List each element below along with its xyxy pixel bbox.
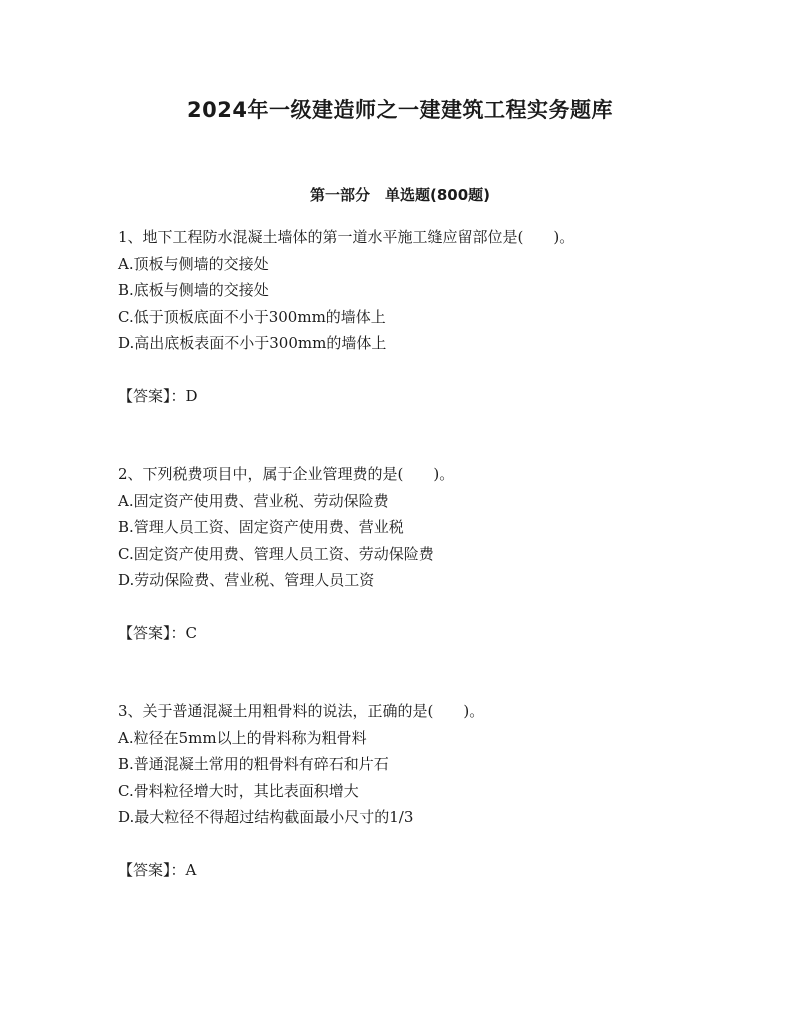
option-c: C.固定资产使用费、管理人员工资、劳动保险费 <box>118 544 434 563</box>
question-1 <box>118 224 698 409</box>
answer-label: 【答案】： <box>118 386 186 405</box>
answer-label: 【答案】： <box>118 623 186 642</box>
option-d: D.劳动保险费、营业税、管理人员工资 <box>118 571 375 589</box>
answer-value: C <box>185 623 197 642</box>
option-c: C.低于顶板底面不小于300mm的墙体上 <box>118 307 386 326</box>
answer-line <box>118 383 698 410</box>
option-b: B.底板与侧墙的交接处 <box>118 281 269 299</box>
question-2 <box>118 461 698 646</box>
answer-value: A <box>185 860 197 879</box>
option-a: A.固定资产使用费、营业税、劳动保险费 <box>118 491 389 510</box>
document-title: 2024年一级建造师之一建建筑工程实务题库 <box>187 98 613 122</box>
answer-value: D <box>185 386 198 405</box>
option-c: C.骨料粒径增大时，其比表面积增大 <box>118 781 359 800</box>
question-stem: 1、地下工程防水混凝土墙体的第一道水平施工缝应留部位是( )。 <box>118 228 575 246</box>
answer-line <box>118 857 698 884</box>
section-title: 第一部分 单选题(800题) <box>309 186 491 204</box>
question-list <box>118 224 698 935</box>
question-stem: 3、关于普通混凝土用粗骨料的说法，正确的是( )。 <box>118 702 485 720</box>
option-a: A.粒径在5mm以上的骨料称为粗骨料 <box>118 728 367 747</box>
option-d: D.高出底板表面不小于300mm的墙体上 <box>118 334 387 352</box>
option-b: B.普通混凝土常用的粗骨料有碎石和片石 <box>118 755 389 773</box>
answer-label: 【答案】： <box>118 860 186 879</box>
option-b: B.管理人员工资、固定资产使用费、营业税 <box>118 518 404 536</box>
question-stem: 2、下列税费项目中，属于企业管理费的是( )。 <box>118 465 455 483</box>
answer-line <box>118 620 698 647</box>
option-a: A.顶板与侧墙的交接处 <box>118 254 269 273</box>
question-3 <box>118 698 698 883</box>
option-d: D.最大粒径不得超过结构截面最小尺寸的1/3 <box>118 808 414 826</box>
